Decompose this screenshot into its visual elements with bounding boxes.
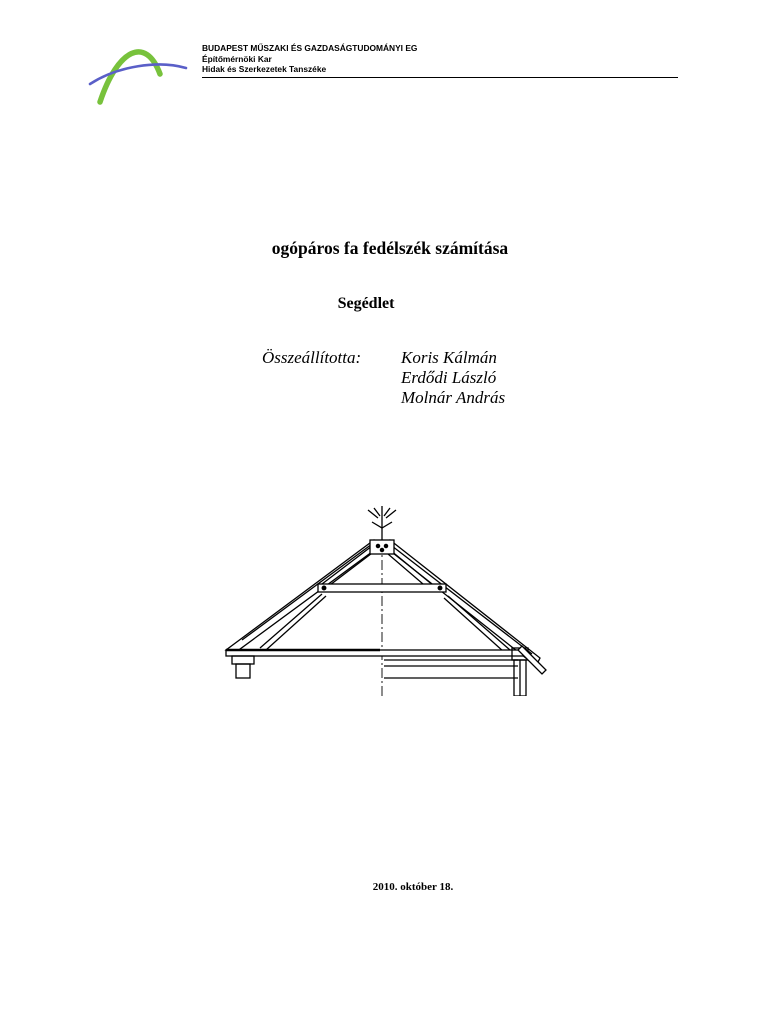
- document-title: ogópáros fa fedélszék számítása: [271, 238, 509, 258]
- department-name: Hidak és Szerkezetek Tanszéke: [202, 64, 327, 74]
- compiled-by-label: Összeállította:: [262, 348, 362, 367]
- institution-name: BUDAPEST MŰSZAKI ÉS GAZDASÁGTUDOMÁNYI EG: [202, 43, 418, 53]
- roof-truss-drawing: [222, 500, 548, 696]
- author-name: Molnár András: [401, 388, 506, 407]
- author-list: [401, 348, 505, 408]
- university-logo-icon: [88, 38, 198, 110]
- author-name: Koris Kálmán: [401, 348, 497, 367]
- document-subtitle: Segédlet: [337, 295, 395, 312]
- author-name: Erdődi László: [401, 368, 497, 387]
- institution-header: [202, 43, 417, 75]
- header-divider: [202, 77, 678, 78]
- faculty-name: Építőmérnöki Kar: [202, 53, 272, 64]
- document-date: 2010. október 18.: [372, 881, 454, 893]
